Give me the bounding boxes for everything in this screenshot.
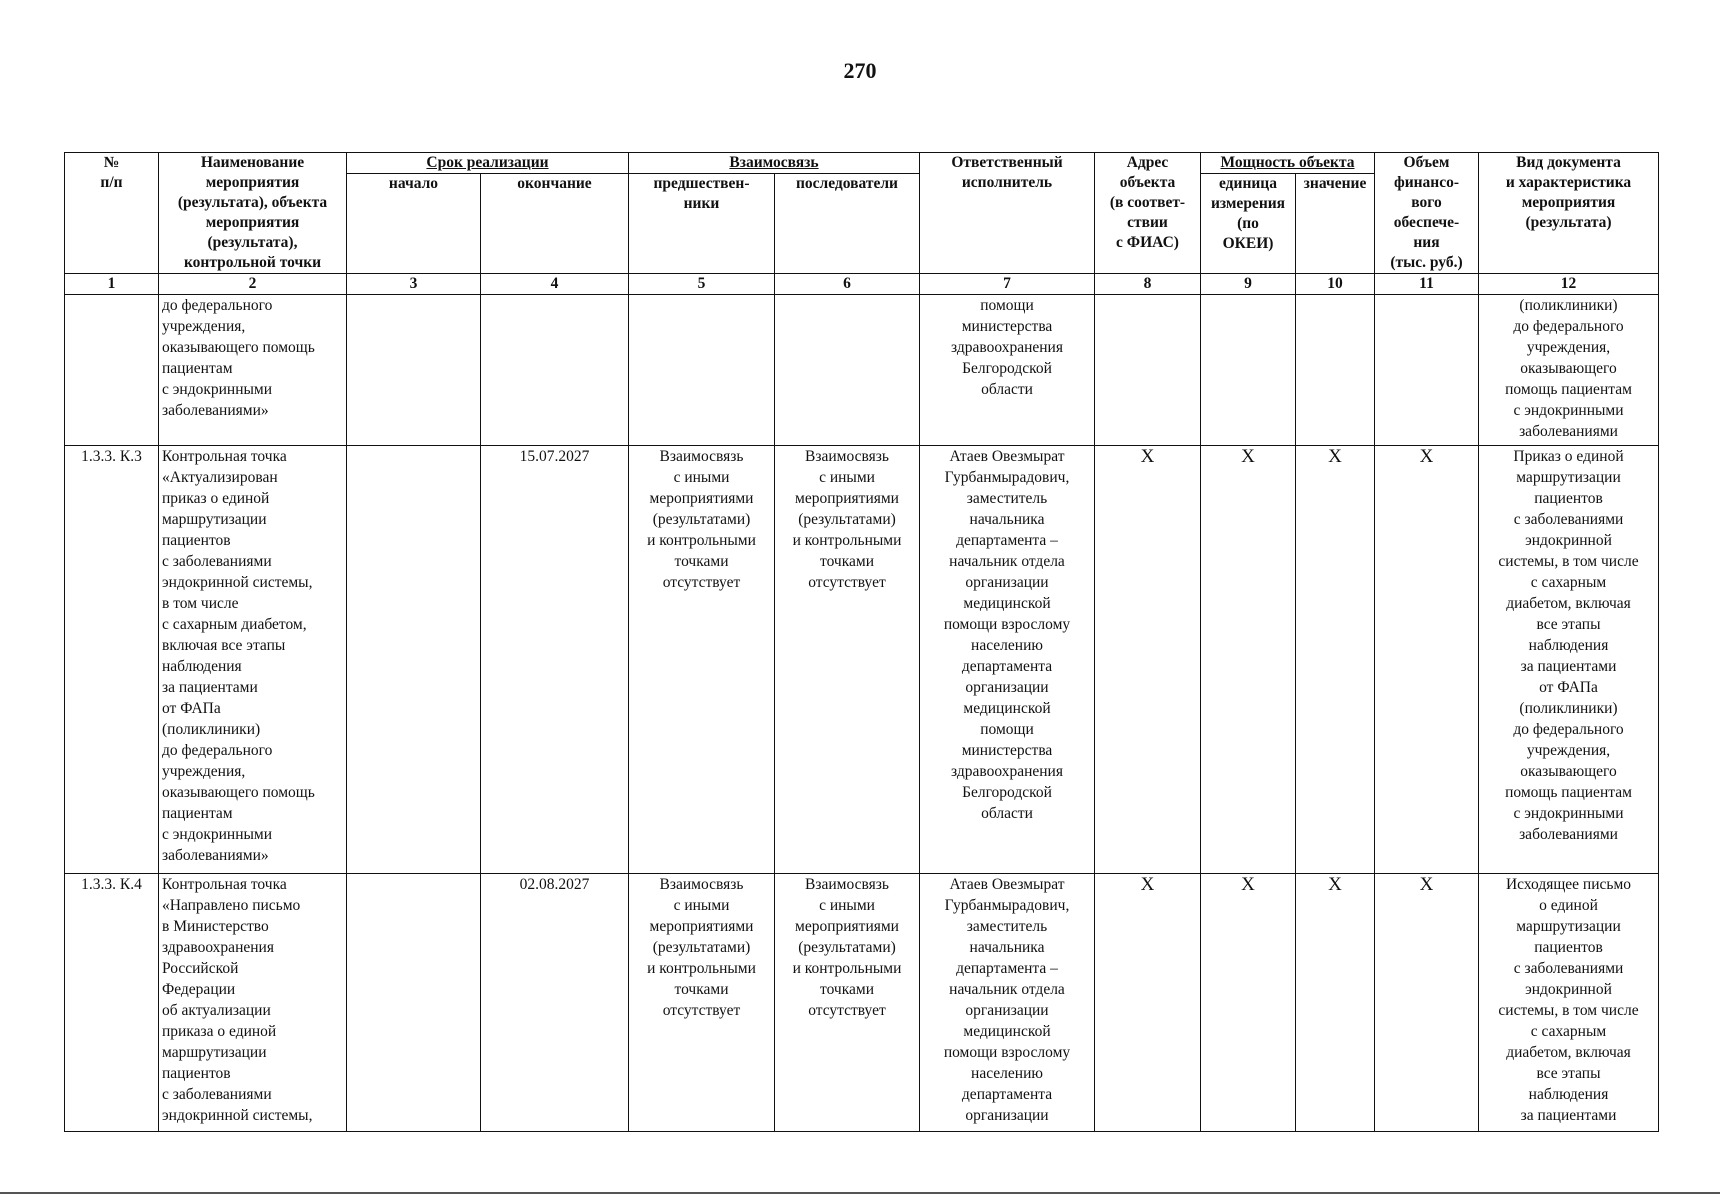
text-line: Наименование bbox=[200, 154, 305, 171]
text-line: с заболеваниями bbox=[162, 1085, 272, 1103]
row-start bbox=[347, 295, 481, 445]
text-line: мероприятия bbox=[205, 214, 300, 231]
text-line: Федерации bbox=[162, 980, 236, 998]
text-line: (результатами) bbox=[798, 510, 896, 528]
text-line: Гурбанмырадович, bbox=[944, 468, 1070, 486]
text-line: и контрольными bbox=[792, 531, 902, 549]
row-end bbox=[481, 295, 629, 445]
text-line: Приказ о единой bbox=[1513, 447, 1624, 465]
text-line: ники bbox=[683, 195, 720, 212]
text-line: отсутствует bbox=[662, 573, 741, 591]
text-line: (поликлиники) bbox=[1519, 699, 1618, 717]
text-line: с заболеваниями bbox=[162, 552, 272, 570]
text-line: ствии bbox=[1127, 214, 1168, 231]
row-address: X bbox=[1095, 445, 1201, 873]
column-number: 9 bbox=[1201, 274, 1296, 295]
row-responsible bbox=[920, 295, 1095, 445]
text-line: маршрутизации bbox=[1516, 917, 1621, 935]
text-line: начальника bbox=[969, 938, 1045, 956]
table-row bbox=[65, 873, 1659, 1131]
text-line: заместитель bbox=[966, 489, 1048, 507]
row-unit: X bbox=[1201, 873, 1296, 1131]
text-line: (поликлиники) bbox=[1519, 297, 1618, 315]
text-line: помощи взрослому bbox=[943, 615, 1071, 633]
header-end: окончание bbox=[481, 174, 629, 274]
text-line: департамента bbox=[961, 1085, 1053, 1103]
row-finance: X bbox=[1375, 873, 1479, 1131]
text-line: пациентов bbox=[1534, 938, 1603, 956]
text-line: организации bbox=[965, 573, 1049, 591]
text-line: включая все этапы bbox=[162, 636, 286, 654]
header-vzaimosvyaz: Взаимосвязь bbox=[629, 153, 920, 174]
text-line: помощи взрослому bbox=[943, 1043, 1071, 1061]
text-line: мероприятия bbox=[205, 174, 300, 191]
text-line: наблюдения bbox=[1528, 636, 1609, 654]
text-line: обеспече- bbox=[1393, 214, 1460, 231]
text-line: эндокринной bbox=[1525, 531, 1612, 549]
text-line: оказывающего помощь bbox=[162, 783, 315, 801]
text-line: с иными bbox=[819, 896, 875, 914]
text-line: и контрольными bbox=[792, 959, 902, 977]
text-line: «Актуализирован bbox=[162, 468, 278, 486]
text-line: (результата) bbox=[1525, 214, 1612, 231]
text-line: от ФАПа bbox=[162, 699, 221, 717]
header-predecessors bbox=[629, 174, 775, 274]
text-line: оказывающего bbox=[1520, 762, 1617, 780]
text-line: пациентам bbox=[162, 804, 233, 822]
text-line: здравоохранения bbox=[951, 339, 1063, 357]
text-line: заболеваниями bbox=[1519, 423, 1618, 441]
column-number: 8 bbox=[1095, 274, 1201, 295]
text-line: ОКЕИ) bbox=[1222, 235, 1274, 252]
header-unit bbox=[1201, 174, 1296, 274]
text-line: до федерального bbox=[162, 297, 273, 315]
row-responsible bbox=[920, 445, 1095, 873]
text-line: области bbox=[981, 804, 1033, 822]
row-unit bbox=[1201, 295, 1296, 445]
text-line: медицинской bbox=[963, 1022, 1051, 1040]
row-predecessors bbox=[629, 873, 775, 1131]
text-line: точками bbox=[674, 980, 729, 998]
header-responsible bbox=[920, 153, 1095, 274]
text-line: заболеваниями» bbox=[162, 846, 269, 864]
text-line: маршрутизации bbox=[1516, 468, 1621, 486]
column-number: 4 bbox=[481, 274, 629, 295]
text-line: области bbox=[981, 381, 1033, 399]
text-line: предшествен- bbox=[653, 175, 750, 192]
plan-table bbox=[64, 152, 1659, 1132]
text-line: от ФАПа bbox=[1539, 678, 1598, 696]
text-line: организации bbox=[965, 1001, 1049, 1019]
text-line: заболеваниями» bbox=[162, 402, 269, 420]
text-line: до федерального bbox=[162, 741, 273, 759]
text-line: начальника bbox=[969, 510, 1045, 528]
column-number: 3 bbox=[347, 274, 481, 295]
text-line: (поликлиники) bbox=[162, 720, 261, 738]
text-line: системы, в том числе bbox=[1498, 552, 1639, 570]
text-line: министерства bbox=[961, 318, 1053, 336]
header-value: значение bbox=[1296, 174, 1375, 274]
text-line: отсутствует bbox=[808, 1001, 886, 1019]
row-successors bbox=[775, 445, 920, 873]
text-line: в Министерство bbox=[162, 917, 269, 935]
text-line: с эндокринными bbox=[1513, 804, 1624, 822]
text-line: Взаимосвязь bbox=[659, 875, 744, 893]
row-finance: X bbox=[1375, 445, 1479, 873]
row-name bbox=[159, 295, 347, 445]
text-line: с заболеваниями bbox=[1513, 510, 1624, 528]
text-line: (результата), объекта bbox=[177, 194, 328, 211]
text-line: эндокринной bbox=[1525, 980, 1612, 998]
text-line: маршрутизации bbox=[162, 1043, 267, 1061]
text-line: заместитель bbox=[966, 917, 1048, 935]
text-line: здравоохранения bbox=[951, 762, 1063, 780]
text-line: с ФИАС) bbox=[1116, 234, 1179, 251]
row-start bbox=[347, 873, 481, 1131]
text-line: точками bbox=[820, 980, 874, 998]
text-line: (тыс. руб.) bbox=[1390, 254, 1463, 271]
page-number: 270 bbox=[843, 58, 877, 83]
row-start bbox=[347, 445, 481, 873]
text-line: эндокринной системы, bbox=[162, 1106, 313, 1124]
text-line: организации bbox=[965, 1106, 1049, 1124]
text-line: № bbox=[103, 154, 120, 171]
text-line: мероприятия bbox=[1521, 194, 1616, 211]
text-line: населению bbox=[971, 1064, 1043, 1082]
text-line: департамента bbox=[961, 657, 1053, 675]
text-line: (по bbox=[1237, 215, 1259, 232]
header-name bbox=[159, 153, 347, 274]
text-line: (результатами) bbox=[652, 510, 751, 528]
text-line: начальник отдела bbox=[949, 552, 1065, 570]
text-line: об актуализации bbox=[162, 1001, 271, 1019]
column-number: 10 bbox=[1296, 274, 1375, 295]
text-line: Атаев Овезмырат bbox=[949, 447, 1065, 465]
text-line: с иными bbox=[673, 468, 730, 486]
text-line: министерства bbox=[961, 741, 1053, 759]
text-line: точками bbox=[820, 552, 874, 570]
text-line: с эндокринными bbox=[162, 381, 273, 399]
text-line: за пациентами bbox=[1520, 657, 1617, 675]
text-line: департамента – bbox=[956, 959, 1058, 977]
column-number: 5 bbox=[629, 274, 775, 295]
row-successors bbox=[775, 873, 920, 1131]
text-line: пациентов bbox=[1534, 489, 1603, 507]
row-predecessors bbox=[629, 295, 775, 445]
text-line: диабетом, включая bbox=[1506, 1043, 1631, 1061]
text-line: с иными bbox=[673, 896, 730, 914]
text-line: до федерального bbox=[1513, 318, 1624, 336]
text-line: и контрольными bbox=[647, 531, 756, 549]
text-line: оказывающего помощь bbox=[162, 339, 315, 357]
text-line: финансо- bbox=[1393, 174, 1460, 191]
text-line: и контрольными bbox=[647, 959, 756, 977]
row-responsible bbox=[920, 873, 1095, 1131]
text-line: исполнитель bbox=[961, 174, 1053, 191]
text-line: до федерального bbox=[1513, 720, 1624, 738]
text-line: за пациентами bbox=[162, 678, 258, 696]
column-number: 12 bbox=[1479, 274, 1659, 295]
text-line: с сахарным bbox=[1530, 573, 1607, 591]
text-line: оказывающего bbox=[1520, 360, 1617, 378]
text-line: о единой bbox=[1539, 896, 1598, 914]
text-line: эндокринной системы, bbox=[162, 573, 313, 591]
text-line: системы, в том числе bbox=[1498, 1001, 1639, 1019]
row-number bbox=[65, 295, 159, 445]
text-line: приказ о единой bbox=[162, 489, 270, 507]
header-document bbox=[1479, 153, 1659, 274]
row-unit: X bbox=[1201, 445, 1296, 873]
text-line: ния bbox=[1413, 234, 1440, 251]
row-name bbox=[159, 873, 347, 1131]
text-line: «Направлено письмо bbox=[162, 896, 301, 914]
text-line: Контрольная точка bbox=[162, 447, 287, 465]
text-line: мероприятиями bbox=[649, 917, 754, 935]
text-line: пациентам bbox=[162, 360, 233, 378]
row-end: 02.08.2027 bbox=[481, 873, 629, 1131]
text-line: помощи bbox=[980, 297, 1034, 315]
text-line: (результатами) bbox=[652, 938, 751, 956]
header-number bbox=[65, 153, 159, 274]
text-line: Исходящее письмо bbox=[1505, 875, 1631, 893]
text-line: (в соответ- bbox=[1109, 194, 1186, 211]
text-line: Вид документа bbox=[1516, 154, 1621, 171]
text-line: вого bbox=[1411, 194, 1442, 211]
row-name bbox=[159, 445, 347, 873]
text-line: Взаимосвязь bbox=[805, 875, 889, 893]
text-line: учреждения, bbox=[1526, 339, 1611, 357]
text-line: контрольной точки bbox=[183, 254, 322, 271]
row-document bbox=[1479, 295, 1659, 445]
text-line: наблюдения bbox=[1528, 1085, 1609, 1103]
row-number: 1.3.3. К.4 bbox=[65, 873, 159, 1131]
row-value: X bbox=[1296, 445, 1375, 873]
text-line: отсутствует bbox=[662, 1001, 741, 1019]
row-predecessors bbox=[629, 445, 775, 873]
text-line: п/п bbox=[100, 174, 123, 191]
text-line: наблюдения bbox=[162, 657, 242, 675]
column-number: 7 bbox=[920, 274, 1095, 295]
row-successors bbox=[775, 295, 920, 445]
text-line: все этапы bbox=[1536, 1064, 1601, 1082]
text-line: с эндокринными bbox=[1513, 402, 1624, 420]
text-line: мероприятиями bbox=[649, 489, 754, 507]
header-start: начало bbox=[347, 174, 481, 274]
page-bottom-edge bbox=[0, 1192, 1720, 1194]
text-line: населению bbox=[971, 636, 1043, 654]
text-line: учреждения, bbox=[1526, 741, 1611, 759]
text-line: диабетом, включая bbox=[1506, 594, 1631, 612]
table-row bbox=[65, 445, 1659, 873]
text-line: Взаимосвязь bbox=[805, 447, 889, 465]
text-line: за пациентами bbox=[1520, 1106, 1617, 1124]
text-line: Объем bbox=[1403, 154, 1450, 171]
text-line: единица bbox=[1219, 175, 1277, 192]
header-srok: Срок реализации bbox=[347, 153, 629, 174]
text-line: с сахарным диабетом, bbox=[162, 615, 307, 633]
text-line: организации bbox=[965, 678, 1049, 696]
text-line: и характеристика bbox=[1505, 174, 1632, 191]
text-line: измерения bbox=[1210, 195, 1286, 212]
column-number: 2 bbox=[159, 274, 347, 295]
text-line: заболеваниями bbox=[1519, 825, 1618, 843]
text-line: Гурбанмырадович, bbox=[944, 896, 1070, 914]
text-line: здравоохранения bbox=[162, 938, 274, 956]
text-line: с иными bbox=[819, 468, 875, 486]
row-address bbox=[1095, 295, 1201, 445]
text-line: (результата), bbox=[207, 234, 298, 251]
row-address: X bbox=[1095, 873, 1201, 1131]
text-line: Белгородской bbox=[962, 783, 1052, 801]
text-line: начальник отдела bbox=[949, 980, 1065, 998]
text-line: Белгородской bbox=[962, 360, 1052, 378]
text-line: Атаев Овезмырат bbox=[949, 875, 1065, 893]
text-line: Контрольная точка bbox=[162, 875, 287, 893]
text-line: мероприятиями bbox=[795, 917, 899, 935]
text-line: учреждения, bbox=[162, 762, 246, 780]
row-document bbox=[1479, 445, 1659, 873]
row-number: 1.3.3. К.3 bbox=[65, 445, 159, 873]
text-line: помощь пациентам bbox=[1505, 783, 1632, 801]
text-line: учреждения, bbox=[162, 318, 246, 336]
text-line: пациентов bbox=[162, 531, 231, 549]
text-line: с эндокринными bbox=[162, 825, 273, 843]
column-numbers-row bbox=[65, 274, 1659, 295]
text-line: Взаимосвязь bbox=[659, 447, 744, 465]
text-line: медицинской bbox=[963, 594, 1051, 612]
text-line: Адрес bbox=[1126, 154, 1169, 171]
header-address bbox=[1095, 153, 1201, 274]
column-number: 1 bbox=[65, 274, 159, 295]
header-successors: последователи bbox=[775, 174, 920, 274]
row-value: X bbox=[1296, 873, 1375, 1131]
row-end: 15.07.2027 bbox=[481, 445, 629, 873]
column-number: 6 bbox=[775, 274, 920, 295]
header-finance bbox=[1375, 153, 1479, 274]
header-capacity: Мощность объекта bbox=[1201, 153, 1375, 174]
text-line: мероприятиями bbox=[795, 489, 899, 507]
table-row bbox=[65, 295, 1659, 445]
text-line: все этапы bbox=[1536, 615, 1601, 633]
row-value bbox=[1296, 295, 1375, 445]
text-line: маршрутизации bbox=[162, 510, 267, 528]
text-line: отсутствует bbox=[808, 573, 886, 591]
text-line: объекта bbox=[1119, 174, 1176, 191]
text-line: помощи bbox=[980, 720, 1034, 738]
text-line: Российской bbox=[162, 959, 239, 977]
text-line: (результатами) bbox=[798, 938, 896, 956]
row-document bbox=[1479, 873, 1659, 1131]
text-line: пациентов bbox=[162, 1064, 231, 1082]
text-line: Ответственный bbox=[951, 154, 1063, 171]
text-line: департамента – bbox=[956, 531, 1058, 549]
text-line: с сахарным bbox=[1530, 1022, 1607, 1040]
text-line: приказа о единой bbox=[162, 1022, 277, 1040]
text-line: в том числе bbox=[162, 594, 239, 612]
text-line: с заболеваниями bbox=[1513, 959, 1624, 977]
text-line: точками bbox=[674, 552, 729, 570]
text-line: помощь пациентам bbox=[1505, 381, 1632, 399]
column-number: 11 bbox=[1375, 274, 1479, 295]
text-line: медицинской bbox=[963, 699, 1051, 717]
row-finance bbox=[1375, 295, 1479, 445]
